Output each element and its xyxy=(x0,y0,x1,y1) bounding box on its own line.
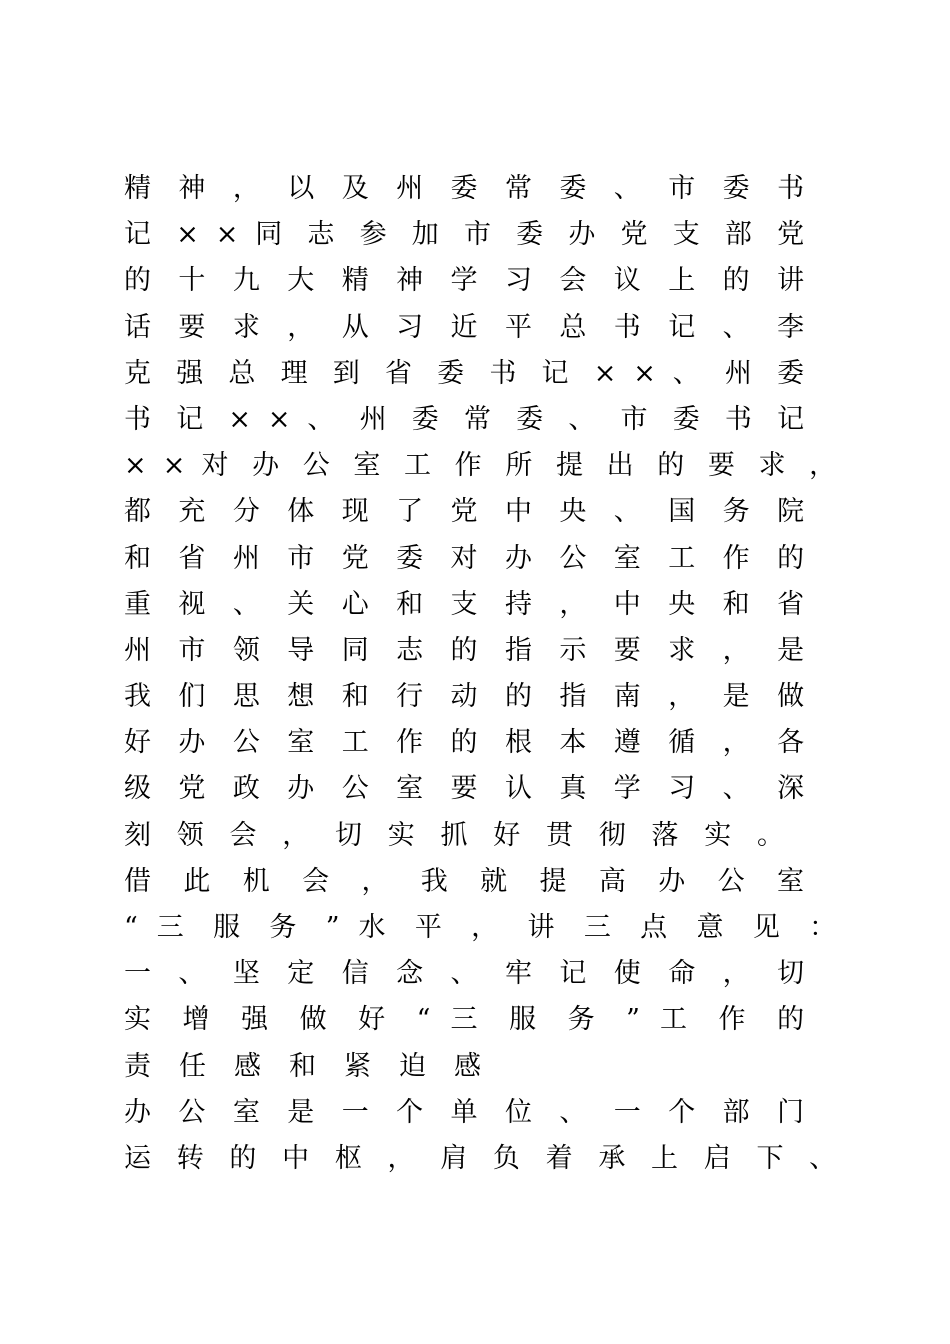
body-text xyxy=(124,166,844,1182)
text-line: 精 神 ， 以 及 州 委 常 委 、 市 委 书 xyxy=(124,173,805,204)
text-line: 办 公 室 是 一 个 单 位 、 一 个 部 门 xyxy=(124,1096,805,1128)
text-line: 的 十 九 大 精 神 学 习 会 议 上 的 讲 xyxy=(124,265,805,297)
text-line: 话 要 求 ， 从 习 近 平 总 书 记 、 李 xyxy=(124,311,805,343)
text-line: 一 、 坚 定 信 念 、 牢 记 使 命 ， 切 xyxy=(124,958,805,990)
text-line: × × 对 办 公 室 工 作 所 提 出 的 要 求 ， xyxy=(124,450,837,482)
text-line: 克 强 总 理 到 省 委 书 记 × × 、 州 委 xyxy=(124,357,805,389)
text-line: 州 市 领 导 同 志 的 指 示 要 求 ， 是 xyxy=(124,634,805,666)
text-line: 重 视 、 关 心 和 支 持 ， 中 央 和 省 xyxy=(124,588,805,620)
text-line: 运 转 的 中 枢 ， 肩 负 着 承 上 启 下 、 xyxy=(124,1142,837,1174)
text-line: 我 们 思 想 和 行 动 的 指 南 ， 是 做 xyxy=(124,681,805,713)
text-line: 实 增 强 做 好 “ 三 服 务 ” 工 作 的 xyxy=(124,1004,805,1036)
text-line: “ 三 服 务 ” 水 平 ， 讲 三 点 意 见 ： xyxy=(124,912,837,943)
text-line: 责任感和紧迫感 xyxy=(124,1050,509,1082)
text-line: 记 × × 同 志 参 加 市 委 办 党 支 部 党 xyxy=(124,219,805,251)
text-line: 刻 领 会 ， 切 实 抓 好 贯 彻 落 实 。 xyxy=(124,819,784,851)
text-line: 书 记 × × 、 州 委 常 委 、 市 委 书 记 xyxy=(124,403,805,435)
text-line: 好 办 公 室 工 作 的 根 本 遵 循 ， 各 xyxy=(124,727,805,759)
text-line: 级 党 政 办 公 室 要 认 真 学 习 、 深 xyxy=(124,773,805,805)
text-line: 借 此 机 会 ， 我 就 提 高 办 公 室 xyxy=(124,865,804,897)
text-line: 都 充 分 体 现 了 党 中 央 、 国 务 院 xyxy=(124,496,805,528)
text-line: 和 省 州 市 党 委 对 办 公 室 工 作 的 xyxy=(124,542,805,574)
